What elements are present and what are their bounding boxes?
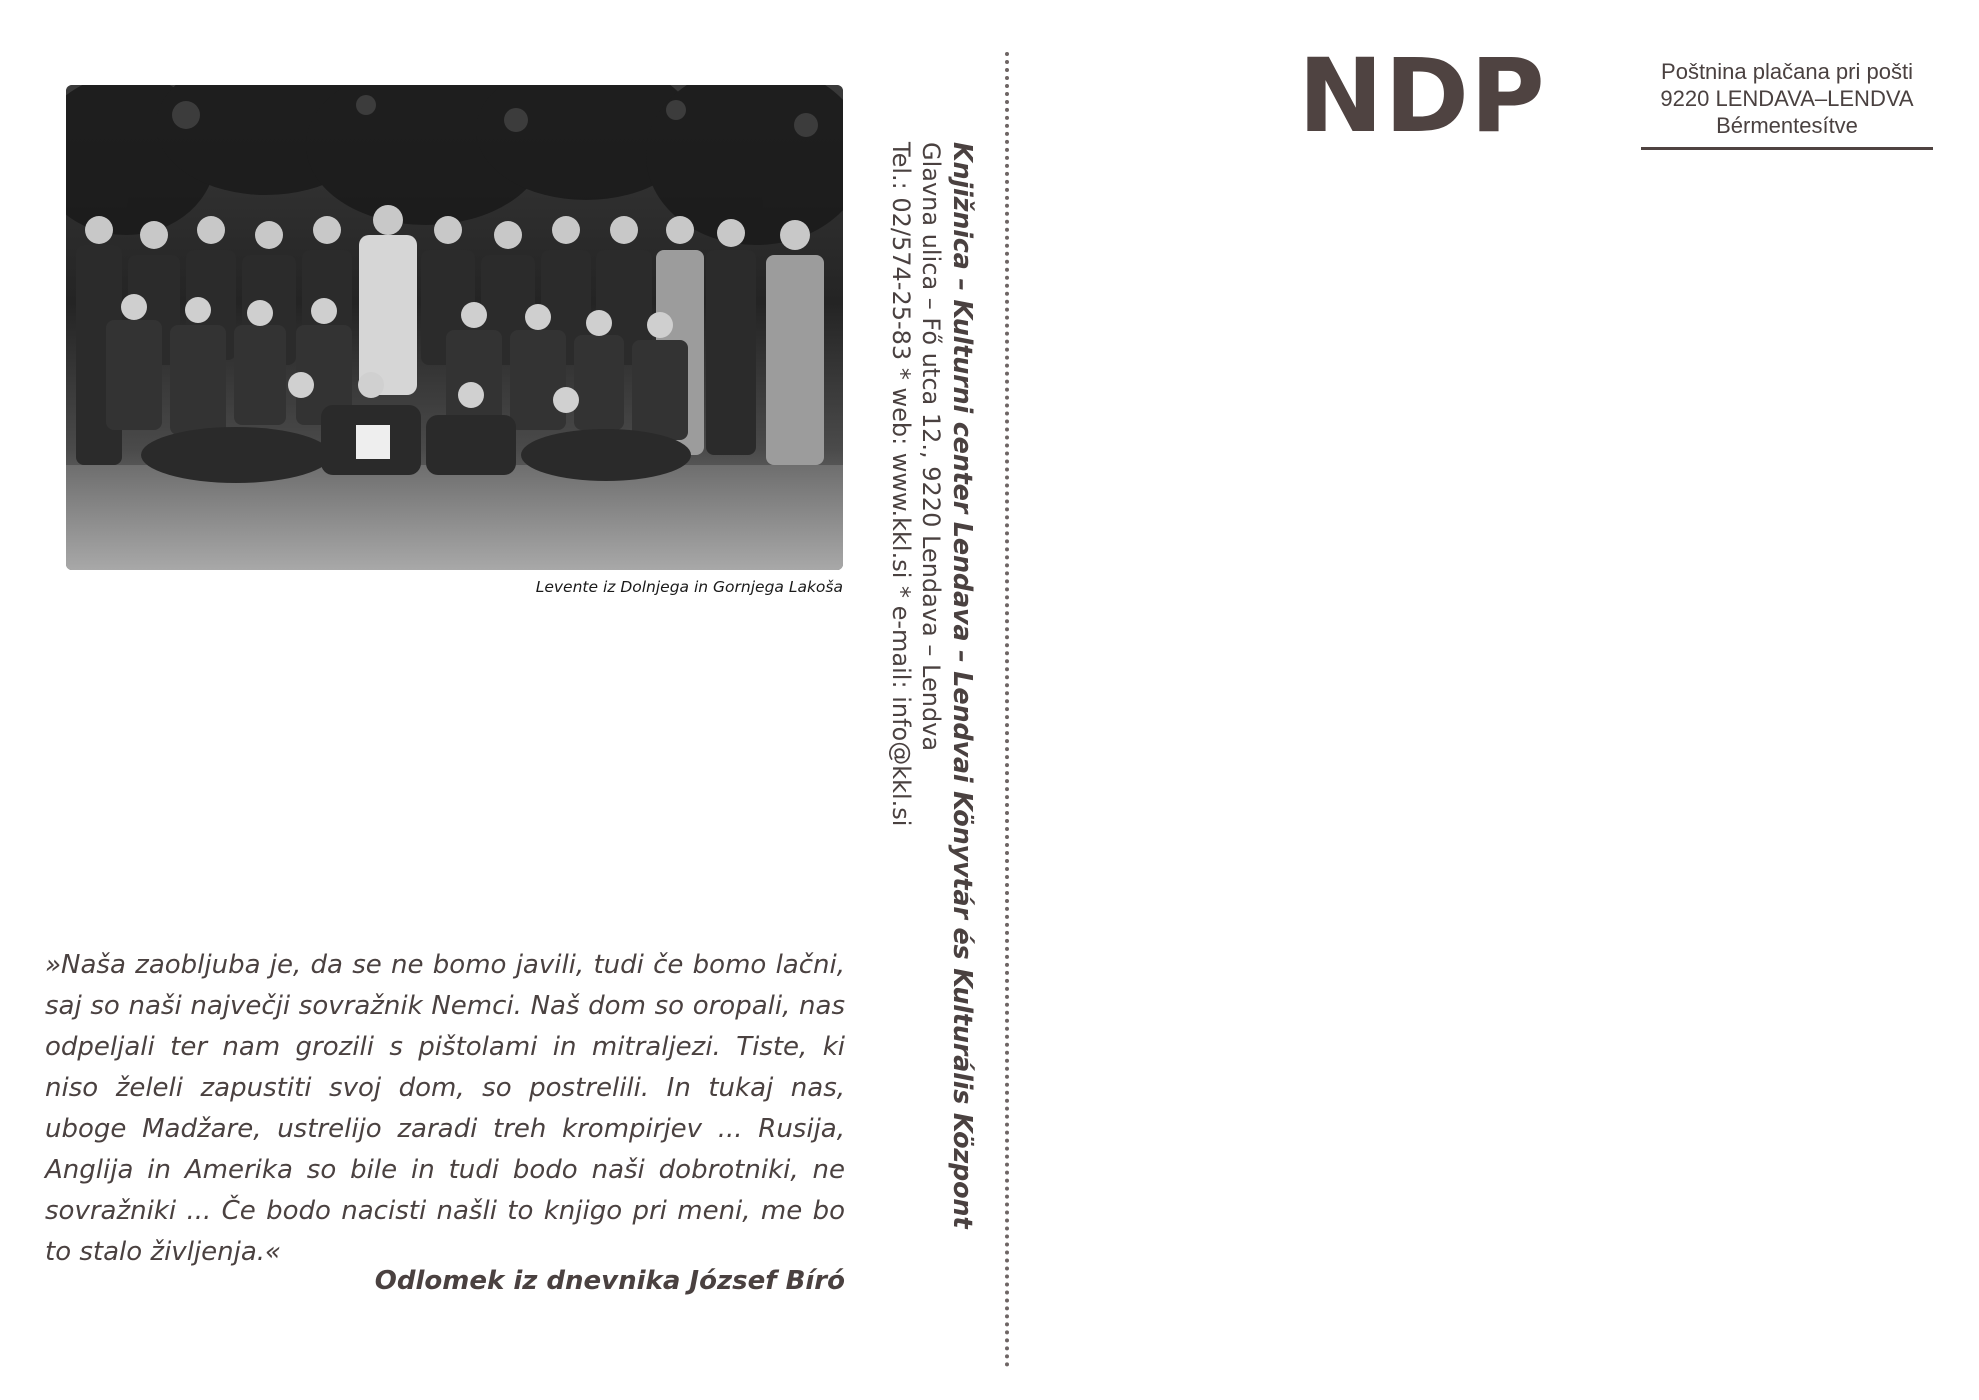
sender-address: Glavna ulica – Fő utca 12., 9220 Lendava – Lendva: [917, 142, 945, 752]
postage-line-2: 9220 LENDAVA–LENDVA: [1660, 86, 1914, 111]
ndp-mark: NDP: [1298, 37, 1546, 156]
sender-contact: Tel.: 02/574-25-83 * web: www.kkl.si * e-mail: info@kkl.si: [887, 142, 915, 827]
quote-line: saj so naši največji sovražnik Nemci. Naš dom so oropali, nas: [45, 991, 845, 1021]
sender-title: Knjižnica – Kulturni center Lendava – Lendvai Könyvtár és Kulturális Központ: [947, 142, 977, 1229]
group-photo: [66, 85, 843, 570]
quote-line: sovražniki ... Če bodo nacisti našli to knjigo pri meni, me bo: [45, 1196, 845, 1226]
group-photo-image: [66, 85, 843, 570]
diary-quote: [45, 945, 845, 1273]
postage-paid-box: [1641, 58, 1933, 150]
quote-line: Anglija in Amerika so bile in tudi bodo naši dobrotniki, ne: [45, 1155, 845, 1185]
quote-attribution: Odlomek iz dnevnika József Bíró: [374, 1266, 845, 1296]
sender-info: [858, 142, 978, 1229]
postage-line-3: Bérmentesítve: [1716, 113, 1858, 138]
dotted-divider: [1005, 52, 1009, 1368]
photo-caption: Levente iz Dolnjega in Gornjega Lakoša: [535, 578, 843, 596]
quote-line: to stalo življenja.«: [45, 1237, 282, 1267]
quote-line: odpeljali ter nam grozili s pištolami in mitraljezi. Tiste, ki: [45, 1032, 845, 1062]
quote-line: »Naša zaobljuba je, da se ne bomo javili, tudi če bomo lačni,: [45, 950, 845, 980]
quote-line: uboge Madžare, ustrelijo zaradi treh krompirjev ... Rusija,: [45, 1114, 845, 1144]
quote-line: niso želeli zapustiti svoj dom, so postrelili. In tukaj nas,: [45, 1073, 845, 1103]
postage-line-1: Poštnina plačana pri pošti: [1661, 59, 1913, 84]
